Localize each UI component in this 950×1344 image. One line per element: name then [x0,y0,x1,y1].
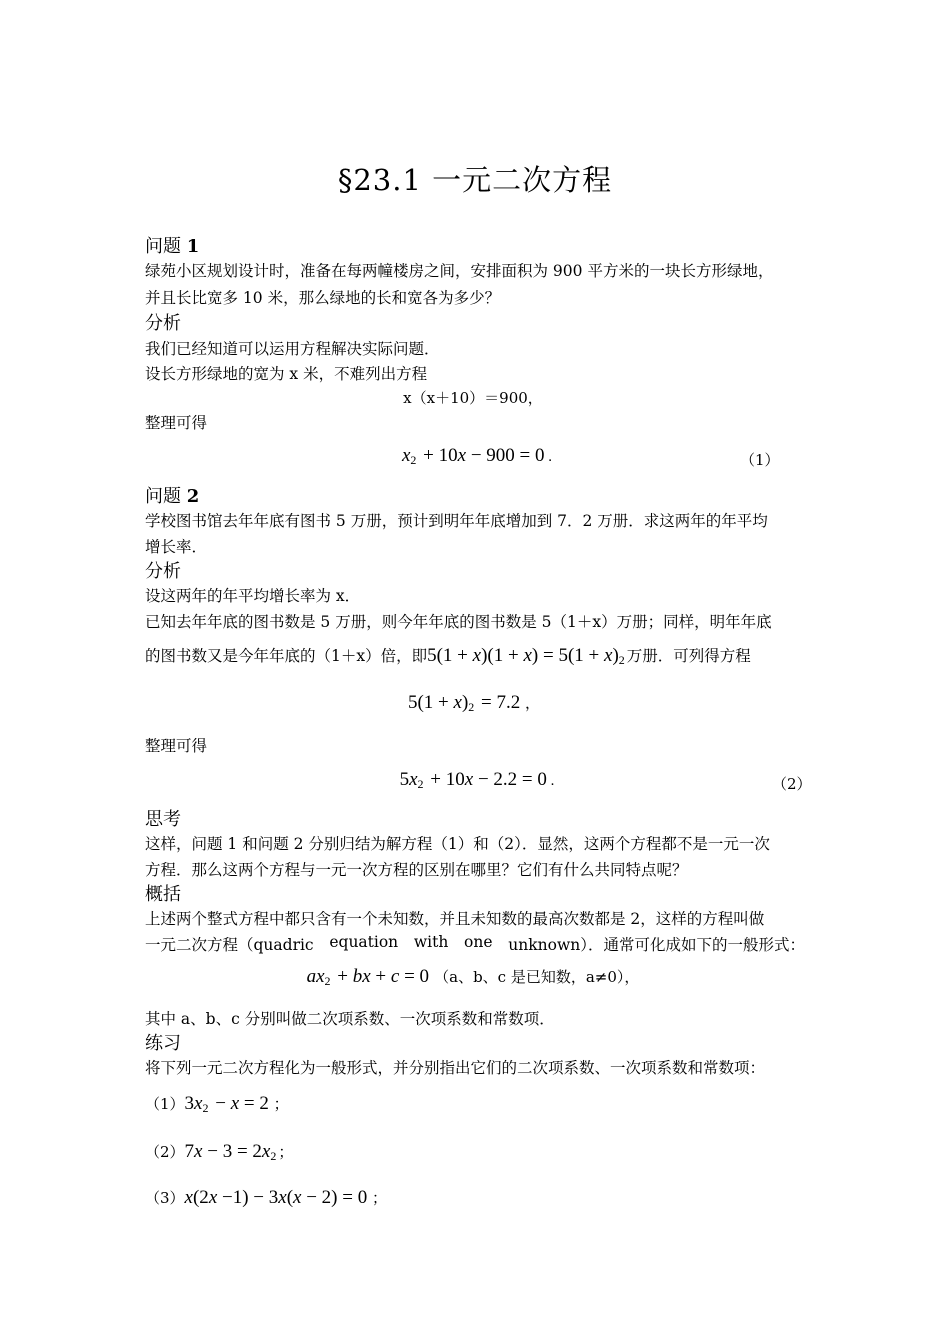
problem2-analysis-line2: 已知去年年底的图书数是 5 万册，则今年年底的图书数是 5（1＋x）万册；同样，明年年底 [145,613,772,631]
general-form-note: （a、b、c 是已知数，a≠0）， [434,968,640,986]
summary-line2 [145,933,805,955]
problem1-analysis-line2: 设长方形绿地的宽为 x 米，不难列出方程 [145,365,428,383]
practice-item-2: $(2)7x - 3 = 2x^2$ ； [145,1141,294,1163]
problem1-heading-number: 1 [186,236,200,257]
problem1-equation-text: x（x＋10）＝900， [403,389,543,407]
page-title: §23.1 一元二次方程 [337,163,613,197]
think-line1: 这样，问题 1 和问题 2 分别归结为解方程（1）和（2）．显然，这两个方程都不是一元一次 [145,835,770,853]
practice-item-label: （3） [145,1189,185,1207]
equation-1-number: （1） [740,451,780,469]
summary-line2-word: one [464,933,493,951]
summary-line3: 其中 a、b、c 分别叫做二次项系数、一次项系数和常数项． [145,1010,555,1028]
problem2-heading [145,482,199,508]
general-form-equation: $ax^2$ + bx + c = 0 [306,966,430,988]
practice-item-label: （1） [145,1095,185,1113]
problem1-heading-label: 问题 [145,236,181,257]
problem2-analysis-heading: 分析 [145,561,181,582]
problem1-analysis-line1: 我们已经知道可以运用方程解决实际问题． [145,340,440,358]
equation-2: $5x^2 + 10x - 2.2 = 0$ . [399,769,555,791]
problem2-analysis-line3 [145,644,751,667]
summary-line2-word: 一元二次方程（quadric [145,936,314,954]
practice-item-3: （3）x(2x −1) − 3x(x − 2) = 0 ； [145,1187,388,1208]
problem2-text-line2: 增长率． [145,538,208,556]
think-line2: 方程．那么这两个方程与一元一次方程的区别在哪里？它们有什么共同特点呢？ [145,861,688,879]
problem2-analysis-line3-prefix: 的图书数又是今年年底的（1＋x）倍，即 [145,647,428,665]
problem2-analysis-line3-suffix: 万册．可列得方程 [626,647,751,665]
practice-item-label: （2） [145,1143,185,1161]
equation-growth: $5(1 + x)^2 = 7.2$ ， [407,692,541,714]
problem2-text-line1: 学校图书馆去年年底有图书 5 万册，预计到明年年底增加到 7．2 万册．求这两年的年平均 [145,512,768,530]
problem1-text-line1: 绿苑小区规划设计时，准备在每两幢楼房之间，安排面积为 900 平方米的一块长方形绿地， [145,262,774,280]
problem1-text-line2: 并且长比宽多 10 米，那么绿地的长和宽各为多少？ [145,289,501,307]
problem1-analysis-heading: 分析 [145,313,181,334]
problem1-simplify-label: 整理可得 [145,414,208,432]
practice-instruction: 将下列一元二次方程化为一般形式，并分别指出它们的二次项系数、一次项系数和常数项： [145,1059,766,1077]
equation-1: $x^2 + 10x - 900 = 0$ . [401,445,553,467]
summary-heading: 概括 [145,884,181,905]
problem2-heading-label: 问题 [145,486,181,507]
summary-line2-word: equation [329,933,399,951]
inline-expansion-formula: $5(1 + x)(1 + x) = 5(1 + x)^2$ [427,645,625,667]
problem2-simplify-label: 整理可得 [145,737,208,755]
practice-equation-3: x(2x −1) − 3x(x − 2) = 0 [184,1187,368,1208]
think-heading: 思考 [145,809,181,830]
practice-heading: 练习 [145,1033,181,1054]
summary-line2-word: with [413,933,449,951]
equation-2-number: （2） [772,775,812,793]
problem1-heading [145,232,199,258]
problem2-analysis-line1: 设这两年的年平均增长率为 x． [145,587,361,605]
practice-equation-2: $7x - 3 = 2x^2$ [184,1141,277,1163]
problem2-heading-number: 2 [186,486,200,507]
general-form-line [0,966,948,988]
summary-line1: 上述两个整式方程中都只含有一个未知数，并且未知数的最高次数都是 2，这样的方程叫做 [145,910,765,928]
practice-item-1: $(1)3x^2 - x = 2$ ； [145,1093,289,1115]
summary-line2-word: unknown）．通常可化成如下的一般形式： [508,936,805,954]
practice-equation-1: $3x^2 - x = 2$ [184,1093,269,1115]
